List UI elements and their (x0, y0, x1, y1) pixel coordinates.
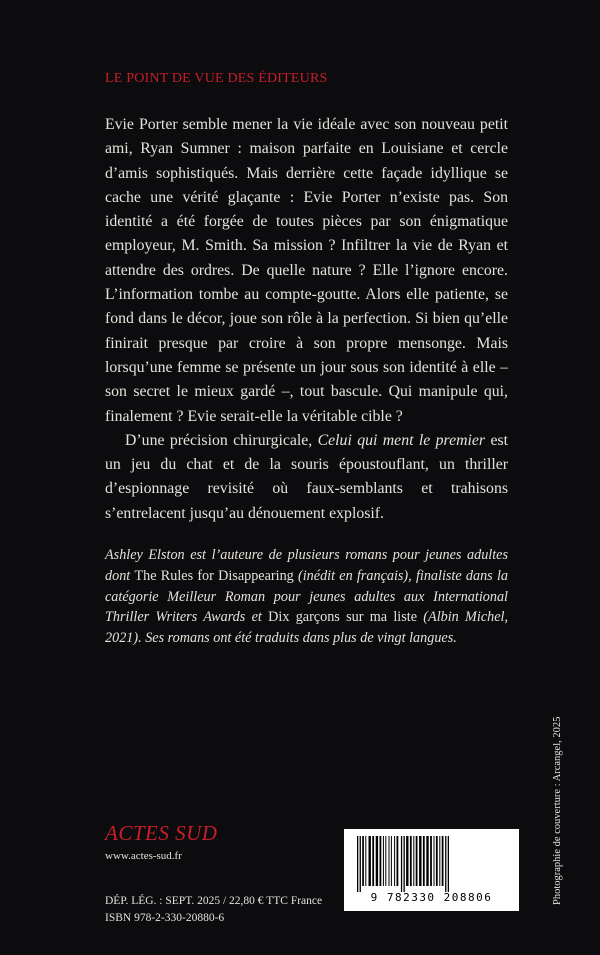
author-bio (105, 545, 508, 649)
barcode-bar (372, 836, 374, 886)
barcode-bar (413, 836, 414, 886)
barcode-bar (383, 836, 384, 886)
barcode-bar (401, 836, 402, 892)
isbn: ISBN 978-2-330-20880-6 (105, 912, 225, 924)
barcode-bar (360, 836, 361, 892)
barcode-bar (376, 836, 378, 886)
barcode-bar (445, 836, 446, 892)
barcode-bar (369, 836, 371, 886)
barcode (344, 829, 519, 911)
barcode-bar (394, 836, 395, 886)
barcode-bar (419, 836, 421, 886)
barcode-bar (391, 836, 392, 886)
barcode-bar (385, 836, 386, 886)
barcode-bars (345, 830, 518, 892)
barcode-bar (439, 836, 440, 886)
barcode-bar (448, 836, 449, 892)
barcode-bar (423, 836, 425, 886)
barcode-bar (430, 836, 432, 886)
publisher-logo: ACTES SUD (105, 821, 218, 845)
legal-info (105, 893, 322, 927)
author-bio-part-1: Ashley Elston est l’auteure de plusieurs romans pour jeunes adultes dont (105, 547, 508, 584)
author-bio-part-2: (inédit en français), finaliste dans la catégorie Meilleur Roman pour jeunes adultes aux International Thriller Writers Awards et (105, 567, 508, 626)
barcode-bar (389, 836, 390, 886)
barcode-bar (357, 836, 358, 892)
barcode-bar (434, 836, 435, 886)
section-heading: LE POINT DE VUE DES ÉDITEURS (105, 71, 328, 86)
barcode-bar (416, 836, 418, 886)
barcode-digits: 9 782330 208806 (370, 891, 493, 904)
blurb-paragraph-2-start: D’une précision chirurgicale, (125, 431, 318, 449)
barcode-bar (426, 836, 428, 886)
book-title: Celui qui ment le premier (317, 431, 486, 449)
bio-book-title-1: The Rules for Disappearing (134, 567, 294, 584)
photo-credit: Photographie de couverture : Arcangel, 2025 (552, 716, 563, 905)
barcode-bar (380, 836, 382, 886)
legal-deposit: DÉP. LÉG. : SEPT. 2025 / 22,80 € TTC France (105, 895, 323, 907)
barcode-bar (442, 836, 444, 886)
blurb-paragraph-2-end: est un jeu du chat et de la souris époustouflant, un thriller d’espionnage revisité où faux-semblants et trahisons s’entrelacent jusqu’au dénouement explosif. (105, 431, 508, 522)
publisher-website[interactable]: www.actes-sud.fr (105, 850, 182, 862)
barcode-bar (365, 836, 366, 886)
barcode-bar (397, 836, 399, 886)
barcode-bar (436, 836, 438, 886)
blurb-paragraph-2 (105, 429, 508, 526)
barcode-bar (410, 836, 412, 886)
bio-book-title-2: Dix garçons sur ma liste (268, 609, 418, 626)
blurb-paragraph-1: Evie Porter semble mener la vie idéale avec son nouveau petit ami, Ryan Sumner : maison parfaite en Louisiane et cercle d’amis sophistiqués. Mais derrière cette façade idyllique se cache une vérité glaçante : Evie Porter n’existe pas. Son identité a été forgée de toutes pièces par son énigmatique employeur, M. Smith. Sa mission ? Infiltrer la vie de Ryan et attendre des ordres. De quelle nature ? Elle l’ignore encore. L’information tombe au compte-goutte. Alors elle patiente, se fond dans le décor, joue son rôle à la perfection. Si bien qu’elle finirait presque par croire à son propre mensonge. Mais lorsqu’une femme se présente un jour sous son identité à elle – son secret le mieux gardé –, tout bascule. Qui manipule qui, finalement ? Evie serait-elle la véritable cible ? (105, 116, 508, 425)
barcode-bar (406, 836, 408, 886)
author-bio-part-3: (Albin Michel, 2021). Ses romans ont été traduits dans plus de vingt langues. (105, 609, 508, 647)
blurb (105, 113, 508, 526)
barcode-bar (404, 836, 405, 892)
barcode-bar (362, 836, 364, 886)
